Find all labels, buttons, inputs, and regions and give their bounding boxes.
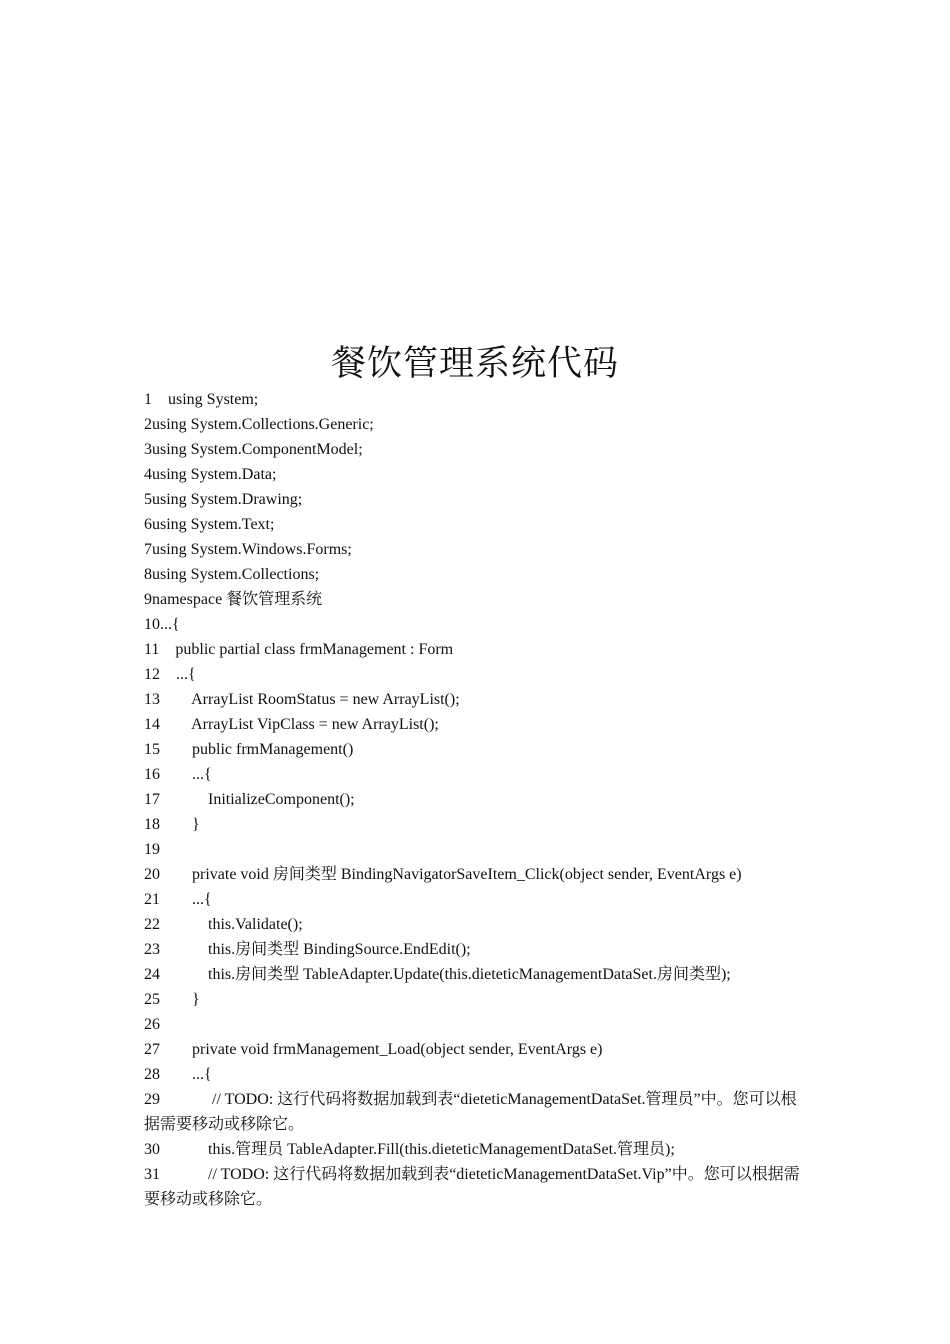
code-line: 20 private void 房间类型 BindingNavigatorSaveItem_Click(object sender, EventArgs e): [144, 866, 742, 883]
code-line: 10...{: [144, 616, 180, 633]
code-line: 5using System.Drawing;: [144, 491, 303, 508]
code-line: 18 }: [144, 816, 200, 833]
code-line: 27 private void frmManagement_Load(object sender, EventArgs e): [144, 1041, 603, 1058]
document-title: 餐饮管理系统代码: [330, 344, 619, 384]
code-listing: [144, 387, 810, 1212]
code-line: 31 // TODO: 这行代码将数据加载到表“dieteticManagementDataSet.Vip”中。您可以根据需要移动或移除它。: [144, 1166, 800, 1208]
code-line: 3using System.ComponentModel;: [144, 441, 363, 458]
code-line: 4using System.Data;: [144, 466, 277, 483]
code-line: 2using System.Collections.Generic;: [144, 416, 374, 433]
code-line: 14 ArrayList VipClass = new ArrayList();: [144, 716, 439, 733]
code-line: 6using System.Text;: [144, 516, 275, 533]
code-line: 24 this.房间类型 TableAdapter.Update(this.dieteticManagementDataSet.房间类型);: [144, 966, 731, 983]
code-line: 16 ...{: [144, 766, 212, 783]
code-line: 21 ...{: [144, 891, 212, 908]
code-line: 26: [144, 1016, 160, 1033]
code-line: 19: [144, 841, 160, 858]
code-line: 30 this.管理员 TableAdapter.Fill(this.dieteticManagementDataSet.管理员);: [144, 1141, 675, 1158]
code-line: 13 ArrayList RoomStatus = new ArrayList();: [144, 691, 460, 708]
code-line: 17 InitializeComponent();: [144, 791, 355, 808]
code-line: 9namespace 餐饮管理系统: [144, 591, 323, 608]
code-line: 28 ...{: [144, 1066, 212, 1083]
code-line: 1 using System;: [144, 391, 259, 408]
code-line: 11 public partial class frmManagement : Form: [144, 641, 454, 658]
code-line: 25 }: [144, 991, 200, 1008]
code-line: 22 this.Validate();: [144, 916, 303, 933]
code-line: 23 this.房间类型 BindingSource.EndEdit();: [144, 941, 471, 958]
code-line: 7using System.Windows.Forms;: [144, 541, 352, 558]
code-line: 29 // TODO: 这行代码将数据加载到表“dieteticManagementDataSet.管理员”中。您可以根据需要移动或移除它。: [144, 1091, 797, 1133]
code-line: 15 public frmManagement(): [144, 741, 354, 758]
code-line: 12 ...{: [144, 666, 196, 683]
code-line: 8using System.Collections;: [144, 566, 320, 583]
